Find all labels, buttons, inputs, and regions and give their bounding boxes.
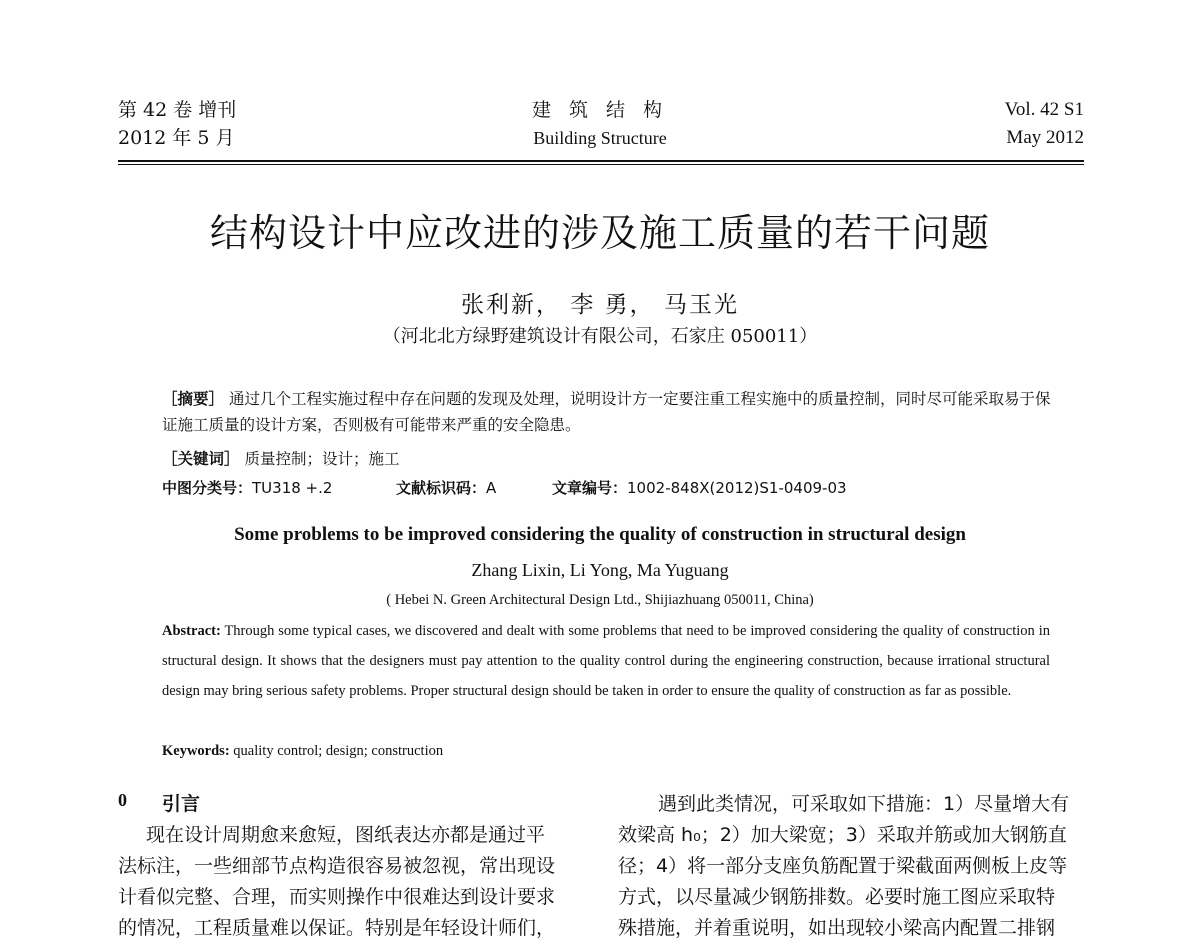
section-title: 引言	[162, 793, 201, 815]
body-left-line: 法标注，一些细部节点构造很容易被忽视，常出现设	[118, 855, 556, 877]
journal-volume: 第 42 卷 增刊	[118, 99, 237, 121]
header-rule-thick	[118, 160, 1084, 162]
body-left-line: 的情况，工程质量难以保证。特别是年轻设计师们，	[118, 917, 556, 939]
keywords-cn	[162, 446, 1052, 472]
english-abstract	[162, 616, 1050, 706]
body-left-line: 计看似完整、合理，而实则操作中很难达到设计要求	[118, 886, 556, 908]
paper-authors: 张利新， 李 勇， 马玉光	[461, 292, 739, 318]
english-keywords-label: Keywords:	[162, 743, 230, 759]
body-left-line: 现在设计周期愈来愈短，图纸表达亦都是通过平	[146, 824, 546, 846]
body-right-line: 殊措施，并着重说明，如出现较小梁高内配置二排钢	[618, 917, 1056, 939]
article-number-value: 1002-848X(2012)S1-0409-03	[627, 479, 847, 497]
journal-name-en: Building Structure	[533, 128, 667, 148]
journal-date-en: May 2012	[1006, 127, 1084, 148]
body-left-column	[118, 820, 588, 944]
document-code	[396, 477, 496, 498]
english-title: Some problems to be improved considering the quality of construction in structural design	[234, 524, 966, 545]
english-abstract-label: Abstract:	[162, 623, 221, 639]
abstract-cn-text: 通过几个工程实施过程中存在问题的发现及处理，说明设计方一定要注重工程实施中的质量控制，同时尽可能采取易于保证施工质量的设计方案，否则极有可能带来严重的安全隐患。	[162, 390, 1051, 434]
english-affiliation: ( Hebei N. Green Architectural Design Ltd., Shijiazhuang 050011, China)	[386, 592, 814, 608]
document-code-value: A	[486, 479, 497, 497]
english-authors: Zhang Lixin, Li Yong, Ma Yuguang	[471, 560, 729, 580]
body-right-line: 效梁高 h₀；2）加大梁宽；3）采取并筋或加大钢筋直	[618, 824, 1067, 846]
abstract-cn	[162, 386, 1052, 438]
article-number	[552, 477, 847, 498]
body-right-column	[618, 789, 1092, 944]
document-code-label: 文献标识码：	[396, 479, 487, 497]
journal-volume-en: Vol. 42 S1	[1004, 99, 1084, 120]
clc-value: TU318 +.2	[252, 479, 333, 497]
section-number: 0	[118, 790, 127, 810]
body-right-line: 遇到此类情况，可采取如下措施：1）尽量增大有	[658, 793, 1070, 815]
paper-title: 结构设计中应改进的涉及施工质量的若干问题	[209, 211, 990, 255]
clc-label: 中图分类号：	[162, 479, 253, 497]
english-keywords-text: quality control; design; construction	[233, 743, 444, 759]
keywords-cn-label: ［关键词］	[162, 450, 240, 468]
english-keywords	[162, 736, 1050, 766]
header-rule-thin	[118, 164, 1084, 165]
journal-name-cn: 建 筑 结 构	[531, 99, 669, 121]
keywords-cn-text: 质量控制；设计；施工	[244, 450, 400, 468]
english-abstract-text: Through some typical cases, we discovered and dealt with some problems that need to be improved considering the quality of construction in structural design. It shows that the designers must pay attention to the quality control during the engineering construction, because irrational structural design may bring serious safety problems. Proper structural design should be taken in order to ensure the quality of construction as far as possible.	[162, 623, 1050, 699]
article-number-label: 文章编号：	[552, 479, 628, 497]
clc-number	[162, 477, 332, 498]
journal-date: 2012 年 5 月	[118, 127, 235, 149]
body-right-line: 方式，以尽量减少钢筋排数。必要时施工图应采取特	[618, 886, 1056, 908]
abstract-cn-label: ［摘要］	[162, 390, 225, 408]
paper-affiliation: （河北北方绿野建筑设计有限公司，石家庄 050011）	[382, 326, 818, 347]
body-right-line: 径；4）将一部分支座负筋配置于梁截面两侧板上皮等	[618, 855, 1068, 877]
